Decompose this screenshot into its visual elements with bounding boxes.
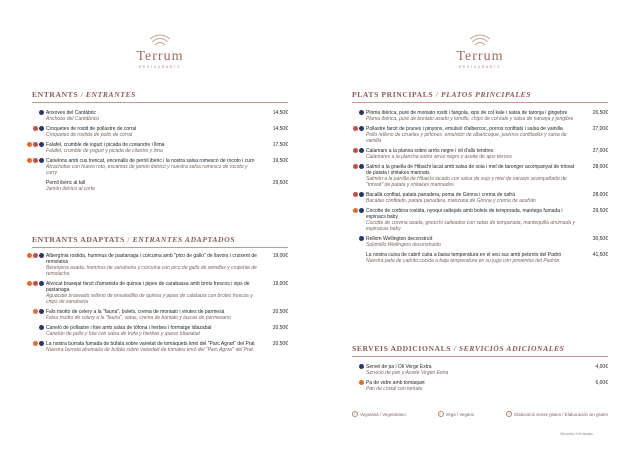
item-name: Croquetes de rostit de pollastre de corral bbox=[46, 126, 137, 132]
vegan-icon bbox=[33, 281, 38, 286]
vegetarian-icon bbox=[27, 158, 32, 163]
item-price: 28,00€ bbox=[592, 164, 608, 170]
brand-name: Terrum bbox=[136, 49, 184, 64]
logo bbox=[320, 30, 640, 70]
menu-item bbox=[46, 126, 288, 138]
item-translation: Pollo relleno de ciruelas y piñones, emulsión de albaricoque, puerros confitados y salsa de vainilla bbox=[366, 132, 567, 144]
gluten-free-icon bbox=[359, 208, 364, 213]
item-text bbox=[366, 236, 586, 248]
item-text bbox=[46, 341, 266, 353]
item-name: Pollastre farcit de prunes i pinyons, emulsió d'albercoc, porros confitats i salsa de vainilla bbox=[366, 126, 563, 132]
item-translation: Canelón de pollo y foie con salsa de trufa y hierbas y queso Idiazabal bbox=[46, 331, 200, 337]
item-icons bbox=[344, 148, 364, 153]
item-icons bbox=[344, 208, 364, 213]
item-text bbox=[46, 158, 266, 176]
serveis-list bbox=[366, 364, 608, 396]
menu-item bbox=[366, 164, 608, 188]
menu-item bbox=[46, 309, 288, 321]
item-name: Pa de vidre amb tomàquet bbox=[366, 380, 425, 386]
item-icons bbox=[24, 281, 44, 286]
item-name: Rellom Wellington deconstruït bbox=[366, 236, 433, 242]
item-price: 4,00€ bbox=[595, 364, 608, 370]
item-translation: Calamares a la plancha sobre arroz negro y aceite de ajos tiernos bbox=[366, 154, 512, 160]
menu-item bbox=[46, 325, 288, 337]
item-translation: Anchoas del Cantábrico bbox=[46, 116, 100, 122]
item-translation: Aguacate braseado relleno de ensaladilla de quinoa y pipas de calabaza con brotes frescos y chips de zanahoria bbox=[46, 293, 253, 305]
item-translation: Pluma ibérica, puré de boniato asado y tomillo, chips de col kale y salsa de naranja y jengibre bbox=[366, 116, 574, 122]
item-text bbox=[366, 364, 586, 376]
menu-item bbox=[366, 110, 608, 122]
item-icons bbox=[344, 110, 364, 115]
wave-logo-icon bbox=[467, 30, 493, 48]
item-translation: Servicio de pan y Aceite Virgen Extra bbox=[366, 370, 449, 376]
vegan-icon bbox=[33, 142, 38, 147]
item-text bbox=[366, 126, 586, 144]
gluten-free-icon bbox=[359, 110, 364, 115]
vegan-icon bbox=[353, 126, 358, 131]
item-price: 14,50€ bbox=[272, 110, 288, 116]
vegan-icon bbox=[33, 253, 38, 258]
item-name: Pernil ibèric al tall bbox=[46, 180, 86, 186]
menu-item bbox=[46, 180, 288, 192]
gluten-free-icon bbox=[39, 253, 44, 258]
vegetarian-icon bbox=[27, 142, 32, 147]
menu-item bbox=[46, 110, 288, 122]
brand-name: Terrum bbox=[456, 49, 504, 64]
item-translation: Falafel, crumble de yogurt y picada de cilantro y lima bbox=[46, 148, 163, 154]
item-translation: Salmón a la parrilla de Hibachi lacado con salsa de soja y miel de naranjo acompañado de "trinxat" de patata y shitakes marinados bbox=[366, 176, 567, 188]
item-text bbox=[366, 208, 586, 232]
brand-subtitle: RESTAURANTE bbox=[458, 65, 502, 69]
item-name: Ploma ibèrica, puré de moniato rostit i farigola, xips de col kale i salsa de taronja i gingebre bbox=[366, 110, 568, 116]
item-icons bbox=[344, 380, 364, 385]
item-text bbox=[366, 252, 586, 264]
wave-logo-icon bbox=[147, 30, 173, 48]
item-price: 6,00€ bbox=[595, 380, 608, 386]
item-translation: Alcachofas con huevo roto, escamas de jamón ibérico y nuestra salsa romesco de rocoto y curry bbox=[46, 164, 248, 176]
item-icons bbox=[24, 110, 44, 115]
item-translation: Cocotte de corvina asada, gnocchi salteados con setas de temporada, mantequilla ahumada y espinacas baby bbox=[366, 220, 576, 232]
item-text bbox=[46, 253, 266, 277]
item-price: 29,50€ bbox=[592, 208, 608, 214]
item-name: Alvocat brasejat farcit d'amanida de quinoa i pipes de carabassa amb brots frescos i xips de pastanaga bbox=[46, 281, 250, 293]
item-price: 19,00€ bbox=[272, 281, 288, 287]
item-price: 30,50€ bbox=[592, 236, 608, 242]
item-price: 41,50€ bbox=[592, 252, 608, 258]
item-text bbox=[366, 148, 586, 160]
item-price: 19,00€ bbox=[272, 253, 288, 259]
item-price: 19,50€ bbox=[272, 158, 288, 164]
dietary-legend bbox=[352, 411, 608, 417]
menu-item bbox=[366, 126, 608, 144]
section-serveis bbox=[352, 344, 608, 357]
gluten-free-icon bbox=[39, 126, 44, 131]
gluten-free-icon bbox=[359, 192, 364, 197]
legend-vegetarian: ✓ Vegetarià / Vegetariano bbox=[353, 411, 406, 417]
leaf-icon: ✓ bbox=[353, 411, 357, 416]
gluten-free-icon bbox=[39, 110, 44, 115]
gluten-free-icon bbox=[359, 236, 364, 241]
item-translation: Bacalao confitado, patata panadera, manzana de Girona y crema de azafrán bbox=[366, 198, 536, 204]
vegetarian-icon bbox=[33, 341, 38, 346]
vegan-icon bbox=[353, 192, 358, 197]
wheat-icon: ✓ bbox=[507, 411, 511, 416]
section-entrants bbox=[32, 90, 288, 103]
item-translation: Solomillo Wellington deconstruido bbox=[366, 242, 441, 248]
legend-vegan: ✓ Vegà / Vegano bbox=[438, 411, 475, 417]
item-price: 28,00€ bbox=[592, 192, 608, 198]
item-price: 26,50€ bbox=[592, 110, 608, 116]
item-icons bbox=[344, 126, 364, 131]
item-name: Servei de pa i Oli Verge Extra bbox=[366, 364, 432, 370]
item-price: 20,50€ bbox=[272, 309, 288, 315]
item-name: La nostra burrata fumada de búfala sobre varietat de tomàquets kmó del "Parc Agrari" del Prat bbox=[46, 341, 255, 347]
menu-item bbox=[46, 281, 288, 305]
vegetarian-icon bbox=[33, 309, 38, 314]
item-text bbox=[46, 110, 266, 122]
gluten-free-icon bbox=[39, 281, 44, 286]
item-translation: Nuestra burrata ahumada de búfala sobre variedad de tomates kmó del "Parc Agrari" del Prat bbox=[46, 347, 253, 353]
item-icons bbox=[24, 309, 44, 314]
menu-item bbox=[46, 253, 288, 277]
item-price: 27,00€ bbox=[592, 126, 608, 132]
menu-item bbox=[366, 192, 608, 204]
item-name: Bacallà confitat, patata panadera, poma de Girona i crema de safrà bbox=[366, 192, 515, 198]
item-translation: Croquetas de rostido de pollo de corral bbox=[46, 132, 133, 138]
item-name: Canelons amb cus trencat, encenalls de pernil ibèric i la nostra salsa romesco de rocoto i curri bbox=[46, 158, 255, 164]
item-text bbox=[46, 180, 266, 192]
item-text bbox=[366, 164, 586, 188]
vegetarian-icon bbox=[353, 208, 358, 213]
item-price: 20,50€ bbox=[272, 325, 288, 331]
vegan-icon bbox=[353, 164, 358, 169]
logo bbox=[0, 30, 320, 70]
item-price: 17,50€ bbox=[272, 142, 288, 148]
item-price: 14,50€ bbox=[272, 126, 288, 132]
gluten-free-icon bbox=[359, 148, 364, 153]
vegan-icon bbox=[353, 148, 358, 153]
item-name: La nostra cuixa de cabrit cuita a baixa temperatura en el seu suc amb pebrots del Padró bbox=[366, 252, 562, 258]
item-name: Cocotte de corbina rostida, nyoqui saltejats amb bolets de temporada, mantega fumada i espinacs baby bbox=[366, 208, 563, 220]
vegetarian-icon bbox=[27, 253, 32, 258]
item-name: Anxoves del Cantàbric bbox=[46, 110, 97, 116]
item-name: Falafel, crumble de iogurt i picada de coriandre i llima bbox=[46, 142, 165, 148]
item-icons bbox=[24, 325, 44, 330]
item-text bbox=[46, 281, 266, 305]
item-icons bbox=[24, 142, 44, 147]
item-text bbox=[46, 142, 266, 154]
gluten-free-icon bbox=[39, 341, 44, 346]
principals-list bbox=[366, 110, 608, 268]
section-title: ENTRANTS ADAPTATS / ENTRANTES ADAPTADOS bbox=[32, 235, 236, 244]
sprout-icon: ✓ bbox=[438, 411, 443, 416]
item-name: Caneló de pollastre i foie amb salsa de tòfona i herbes i formatge idiazabal bbox=[46, 325, 212, 331]
menu-item bbox=[366, 380, 608, 392]
item-translation: Jamón ibérico al corte bbox=[46, 186, 95, 192]
item-text bbox=[366, 192, 586, 204]
vat-note: IVA inclòs / IVA incluido bbox=[560, 432, 593, 436]
vegetarian-icon bbox=[359, 380, 364, 385]
vegan-icon bbox=[33, 158, 38, 163]
item-name: Salmó a la graella de Hibachi lacat amb salsa de soia i mel de taronger acompanyat de trinxat de patata i shitakes marinats bbox=[366, 164, 575, 176]
gluten-free-icon bbox=[39, 142, 44, 147]
item-text bbox=[46, 325, 266, 337]
menu-item bbox=[366, 148, 608, 160]
section-adaptats bbox=[32, 235, 288, 248]
item-translation: Berenjena asada, hummus de zanahoria y cúrcuma con pico de gallo de semillas y crujiente de remolacha bbox=[46, 265, 257, 277]
section-title: PLATS PRINCIPALS / PLATOS PRINCIPALES bbox=[352, 90, 532, 99]
vegetarian-icon bbox=[27, 281, 32, 286]
item-icons bbox=[24, 341, 44, 346]
item-translation: Pan de cristal con tomate bbox=[366, 386, 423, 392]
gluten-free-icon bbox=[359, 126, 364, 131]
item-translation: Falso risotto de celery a la "fauna", setas, crema de boniato y lascas de parmesano bbox=[46, 315, 231, 321]
vegan-icon bbox=[33, 126, 38, 131]
entrants-list bbox=[46, 110, 288, 196]
brand-subtitle: RESTAURANTE bbox=[138, 65, 182, 69]
menu-item bbox=[366, 252, 608, 264]
section-title: ENTRANTS / ENTRANTES bbox=[32, 90, 137, 99]
gluten-free-icon bbox=[359, 164, 364, 169]
menu-item bbox=[366, 236, 608, 248]
menu-item bbox=[366, 208, 608, 232]
menu-item bbox=[46, 341, 288, 353]
item-price: 20,50€ bbox=[272, 341, 288, 347]
adaptats-list bbox=[46, 253, 288, 357]
item-icons bbox=[344, 236, 364, 241]
menu-item bbox=[366, 364, 608, 376]
item-name: Calamars a la planxa sobre arròs negre i oli d'alls tendres bbox=[366, 148, 494, 154]
gluten-free-icon bbox=[39, 325, 44, 330]
item-icons bbox=[344, 164, 364, 169]
section-principals bbox=[352, 90, 608, 103]
item-name: Albergínia rostida, hummus de pastanaga i cúrcuma amb "pico de gallo" de llavors i cruixent de remolatxa bbox=[46, 253, 257, 265]
item-price: 27,00€ bbox=[592, 148, 608, 154]
item-icons bbox=[24, 253, 44, 258]
item-text bbox=[366, 380, 586, 392]
menu-item bbox=[46, 142, 288, 154]
item-text bbox=[46, 309, 266, 321]
legend-gluten-free: ✓ Elaboració sense gluten / Elaboración sin gluten bbox=[507, 411, 608, 417]
item-price: 29,50€ bbox=[272, 180, 288, 186]
menu-item bbox=[46, 158, 288, 176]
gluten-free-icon bbox=[39, 158, 44, 163]
item-icons bbox=[344, 192, 364, 197]
item-icons bbox=[24, 158, 44, 163]
section-title: SERVEIS ADDICIONALS / SERVICIOS ADICIONALES bbox=[352, 344, 565, 353]
item-icons bbox=[344, 364, 364, 369]
item-text bbox=[366, 110, 586, 122]
item-name: Fals risotto de celery a la "fauna", bolets, crema de moniato i virutes de parmesà bbox=[46, 309, 225, 315]
item-text bbox=[46, 126, 266, 138]
item-icons bbox=[24, 126, 44, 131]
gluten-free-icon bbox=[39, 309, 44, 314]
gluten-free-icon bbox=[359, 364, 364, 369]
item-translation: Nuestra pata de cabrito cocida a baja temperatura en su jugo con pimientos del Padrón bbox=[366, 258, 560, 264]
